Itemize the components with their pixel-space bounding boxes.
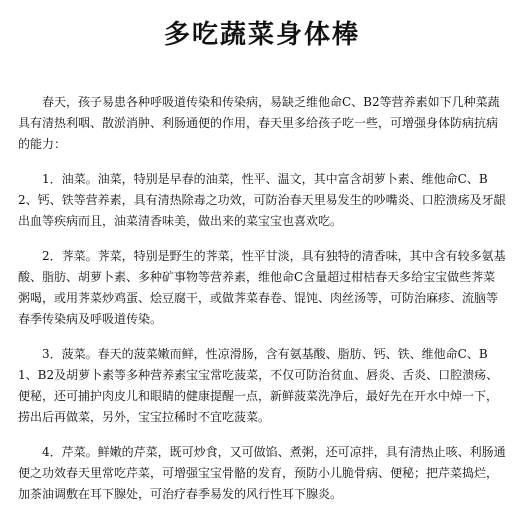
item-paragraph-rapeseed: 1．油菜。油菜，特别是早春的油菜，性平、温文，其中富含胡萝卜素、维他命C、B2、钙、铁等营养素，具有清热除毒之功效，可防治春天里易发生的吵嘴炎、口腔溃疡及牙龈出血等疾病而且，油菜清香味美，做出来的菜宝宝也喜欢吃。 bbox=[18, 172, 506, 228]
intro-paragraph: 春天，孩子易患各种呼吸道传染和传染病，易缺乏维他命C、B2等营养素如下几种菜蔬具有清热利咽、散淤消肿、利肠通便的作用，春天里多给孩子吃一些，可增强身体防病抗病的能力： bbox=[18, 95, 500, 151]
item-paragraph-spinach: 3．菠菜。春天的菠菜嫩而鲜，性凉滑肠，含有氨基酸、脂肪、钙、铁、维他命C、B1、B2及胡萝卜素等多种营养素宝宝常吃菠菜，不仅可防治贫血、唇炎、舌炎、口腔溃疡、便秘，还可捕护肉皮儿和眼睛的健康提醒一点，新鲜菠菜洗净后，最好先在开水中焯一下，捞出后再做菜，另外，宝宝拉稀时不宜吃菠菜。 bbox=[18, 347, 499, 424]
item-paragraph-celery: 4．芹菜。鲜嫩的芹菜，既可炒食，又可做馅、煮粥，还可凉拌，具有清热止咳、利肠通便之功效春天里常吃芹菜，可增强宝宝骨骼的发育，预防小儿脆骨病、便秘；把芹菜捣烂，加茶油调敷在耳下腺处，可治疗春季易发的风行性耳下腺炎。 bbox=[18, 445, 506, 501]
article-title: 多吃蔬菜身体棒 bbox=[163, 20, 360, 50]
item-paragraph-shepherds-purse: 2．荠菜。荠菜，特别是野生的荠菜，性平甘淡，具有独特的清香味，其中含有较多氨基酸、脂肪、胡萝卜素、多种矿事物等营养素，维他命C含量超过柑桔春天多给宝宝做些荠菜粥喝，或用荠菜炒鸡蛋、烩豆腐干，或做荠菜春卷、馄饨、肉丝汤等，可防治麻疹、流脑等春季传染病及呼吸道传染。 bbox=[18, 249, 506, 326]
